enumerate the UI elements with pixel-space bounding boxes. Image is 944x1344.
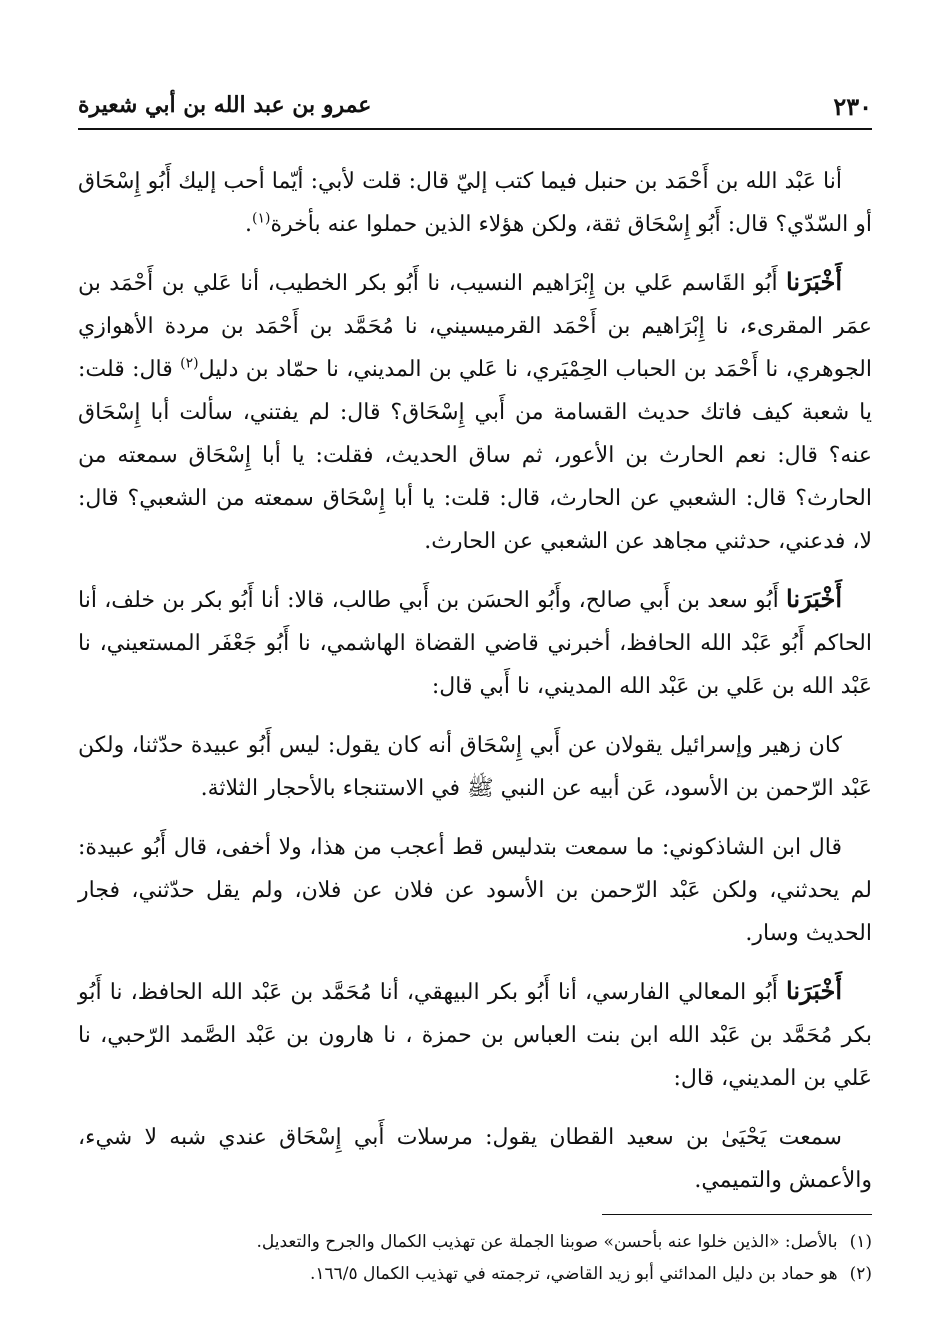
paragraph-2 bbox=[78, 260, 872, 563]
paragraph-lead: أَخْبَرَنا bbox=[786, 976, 842, 1005]
footnote-1 bbox=[78, 1226, 872, 1258]
footnote-text: بالأصل: «الذين خلوا عنه بأحسن» صوبنا الجملة عن تهذيب الكمال والجرح والتعديل. bbox=[256, 1232, 838, 1252]
paragraph-6 bbox=[78, 969, 872, 1100]
main-text bbox=[78, 158, 872, 1216]
paragraph-lead: أَخْبَرَنا bbox=[786, 584, 842, 613]
paragraph-1 bbox=[78, 158, 872, 246]
paragraph-text: أنا عَبْد الله بن أَحْمَد بن حنبل فيما كتب إليّ قال: قلت لأبي: أيّما أحب إليك أَبُو إِسْحَاق أو السّدّي؟ قال: أَبُو إِسْحَاق ثقة، ولكن هؤلاء الذين حملوا عنه بأخرة bbox=[78, 169, 872, 237]
footnote-marker: (٢) bbox=[180, 355, 199, 372]
paragraph-text: قال ابن الشاذكوني: ما سمعت بتدليس قط أعجب من هذا، ولا أخفى، قال أَبُو عبيدة: لم يحدثني، ولكن عَبْد الرّحمن بن الأسود عن فلان عن فلان، ولم يقل حدّثني، فجار الحديث وسار. bbox=[78, 835, 872, 946]
page-number: ٢٣٠ bbox=[833, 92, 872, 121]
paragraph-lead: أَخْبَرَنا bbox=[786, 267, 842, 296]
footnote-2 bbox=[78, 1258, 872, 1290]
footnote-text: هو حماد بن دليل المدائني أبو زيد القاضي، ترجمته في تهذيب الكمال ١٦٦/٥. bbox=[309, 1264, 838, 1284]
paragraph-tail: . bbox=[245, 212, 253, 237]
paragraph-text: أَبُو القَاسم عَلي بن إِبْرَاهيم النسيب، نا أَبُو بكر الخطيب، أنا عَلي بن أَحْمَد بن عمَر المقرىء، نا إِبْرَاهيم بن أَحْمَد القرميسيني، نا مُحَمَّد بن أَحْمَد بن مردة الأهوازي الجوهري، نا أَحْمَد بن الحباب الحِمْيَري، نا عَلي بن المديني، نا حمّاد بن دليل bbox=[78, 271, 872, 382]
running-title: عمرو بن عبد الله بن أبي شعيرة bbox=[78, 92, 372, 118]
page-header bbox=[78, 88, 872, 130]
paragraph-4 bbox=[78, 722, 872, 810]
paragraph-text: أَبُو المعالي الفارسي، أنا أَبُو بكر البيهقي، أنا مُحَمَّد بن عَبْد الله الحافظ، نا أَبُو بكر مُحَمَّد بن عَبْد الله ابن بنت العباس بن حمزة ، نا هارون بن عَبْد الصَّمد الرّحبي، نا عَلي بن المديني، قال: bbox=[78, 980, 872, 1091]
paragraph-text: كان زهير وإسرائيل يقولان عن أَبي إِسْحَاق أنه كان يقول: ليس أَبُو عبيدة حدّثنا، ولكن عَبْد الرّحمن بن الأسود، عَن أبيه عن النبي ﷺ في الاستنجاء بالأحجار الثلاثة. bbox=[78, 733, 872, 801]
paragraph-7 bbox=[78, 1114, 872, 1202]
footnote-divider bbox=[602, 1214, 872, 1215]
paragraph-text: سمعت يَحْيَىٰ بن سعيد القطان يقول: مرسلات أَبي إِسْحَاق عندي شبه لا شيء، والأعمش والتميمي. bbox=[78, 1125, 872, 1193]
footnote-number: (٢) bbox=[849, 1264, 872, 1284]
footnote-number: (١) bbox=[849, 1232, 872, 1252]
footnotes bbox=[78, 1226, 872, 1290]
paragraph-3 bbox=[78, 577, 872, 708]
paragraph-text: أَبُو سعد بن أَبي صالح، وأَبُو الحسَن بن أَبي طالب، قالا: أنا أَبُو بكر بن خلف، أنا الحاكم أَبُو عَبْد الله الحافظ، أخبرني قاضي القضاة الهاشمي، نا أَبُو جَعْفَر المستعيني، نا عَبْد الله بن عَلي بن عَبْد الله المديني، نا أَبي قال: bbox=[78, 588, 872, 699]
paragraph-5 bbox=[78, 824, 872, 955]
footnote-marker: (١) bbox=[252, 210, 271, 227]
paragraph-tail: قال: قلت: يا شعبة كيف فاتك حديث القسامة من أَبي إِسْحَاق؟ قال: لم يفتني، سألت أبا إِسْحَاق عنه؟ قال: نعم الحارث بن الأعور، ثم ساق الحديث، فقلت: يا أبا إِسْحَاق سمعته من الحارث؟ قال: الشعبي عن الحارث، قال: قلت: يا أبا إِسْحَاق سمعته من الشعبي؟ قال: لا، فدعني، حدثني مجاهد عن الشعبي عن الحارث. bbox=[78, 357, 872, 554]
